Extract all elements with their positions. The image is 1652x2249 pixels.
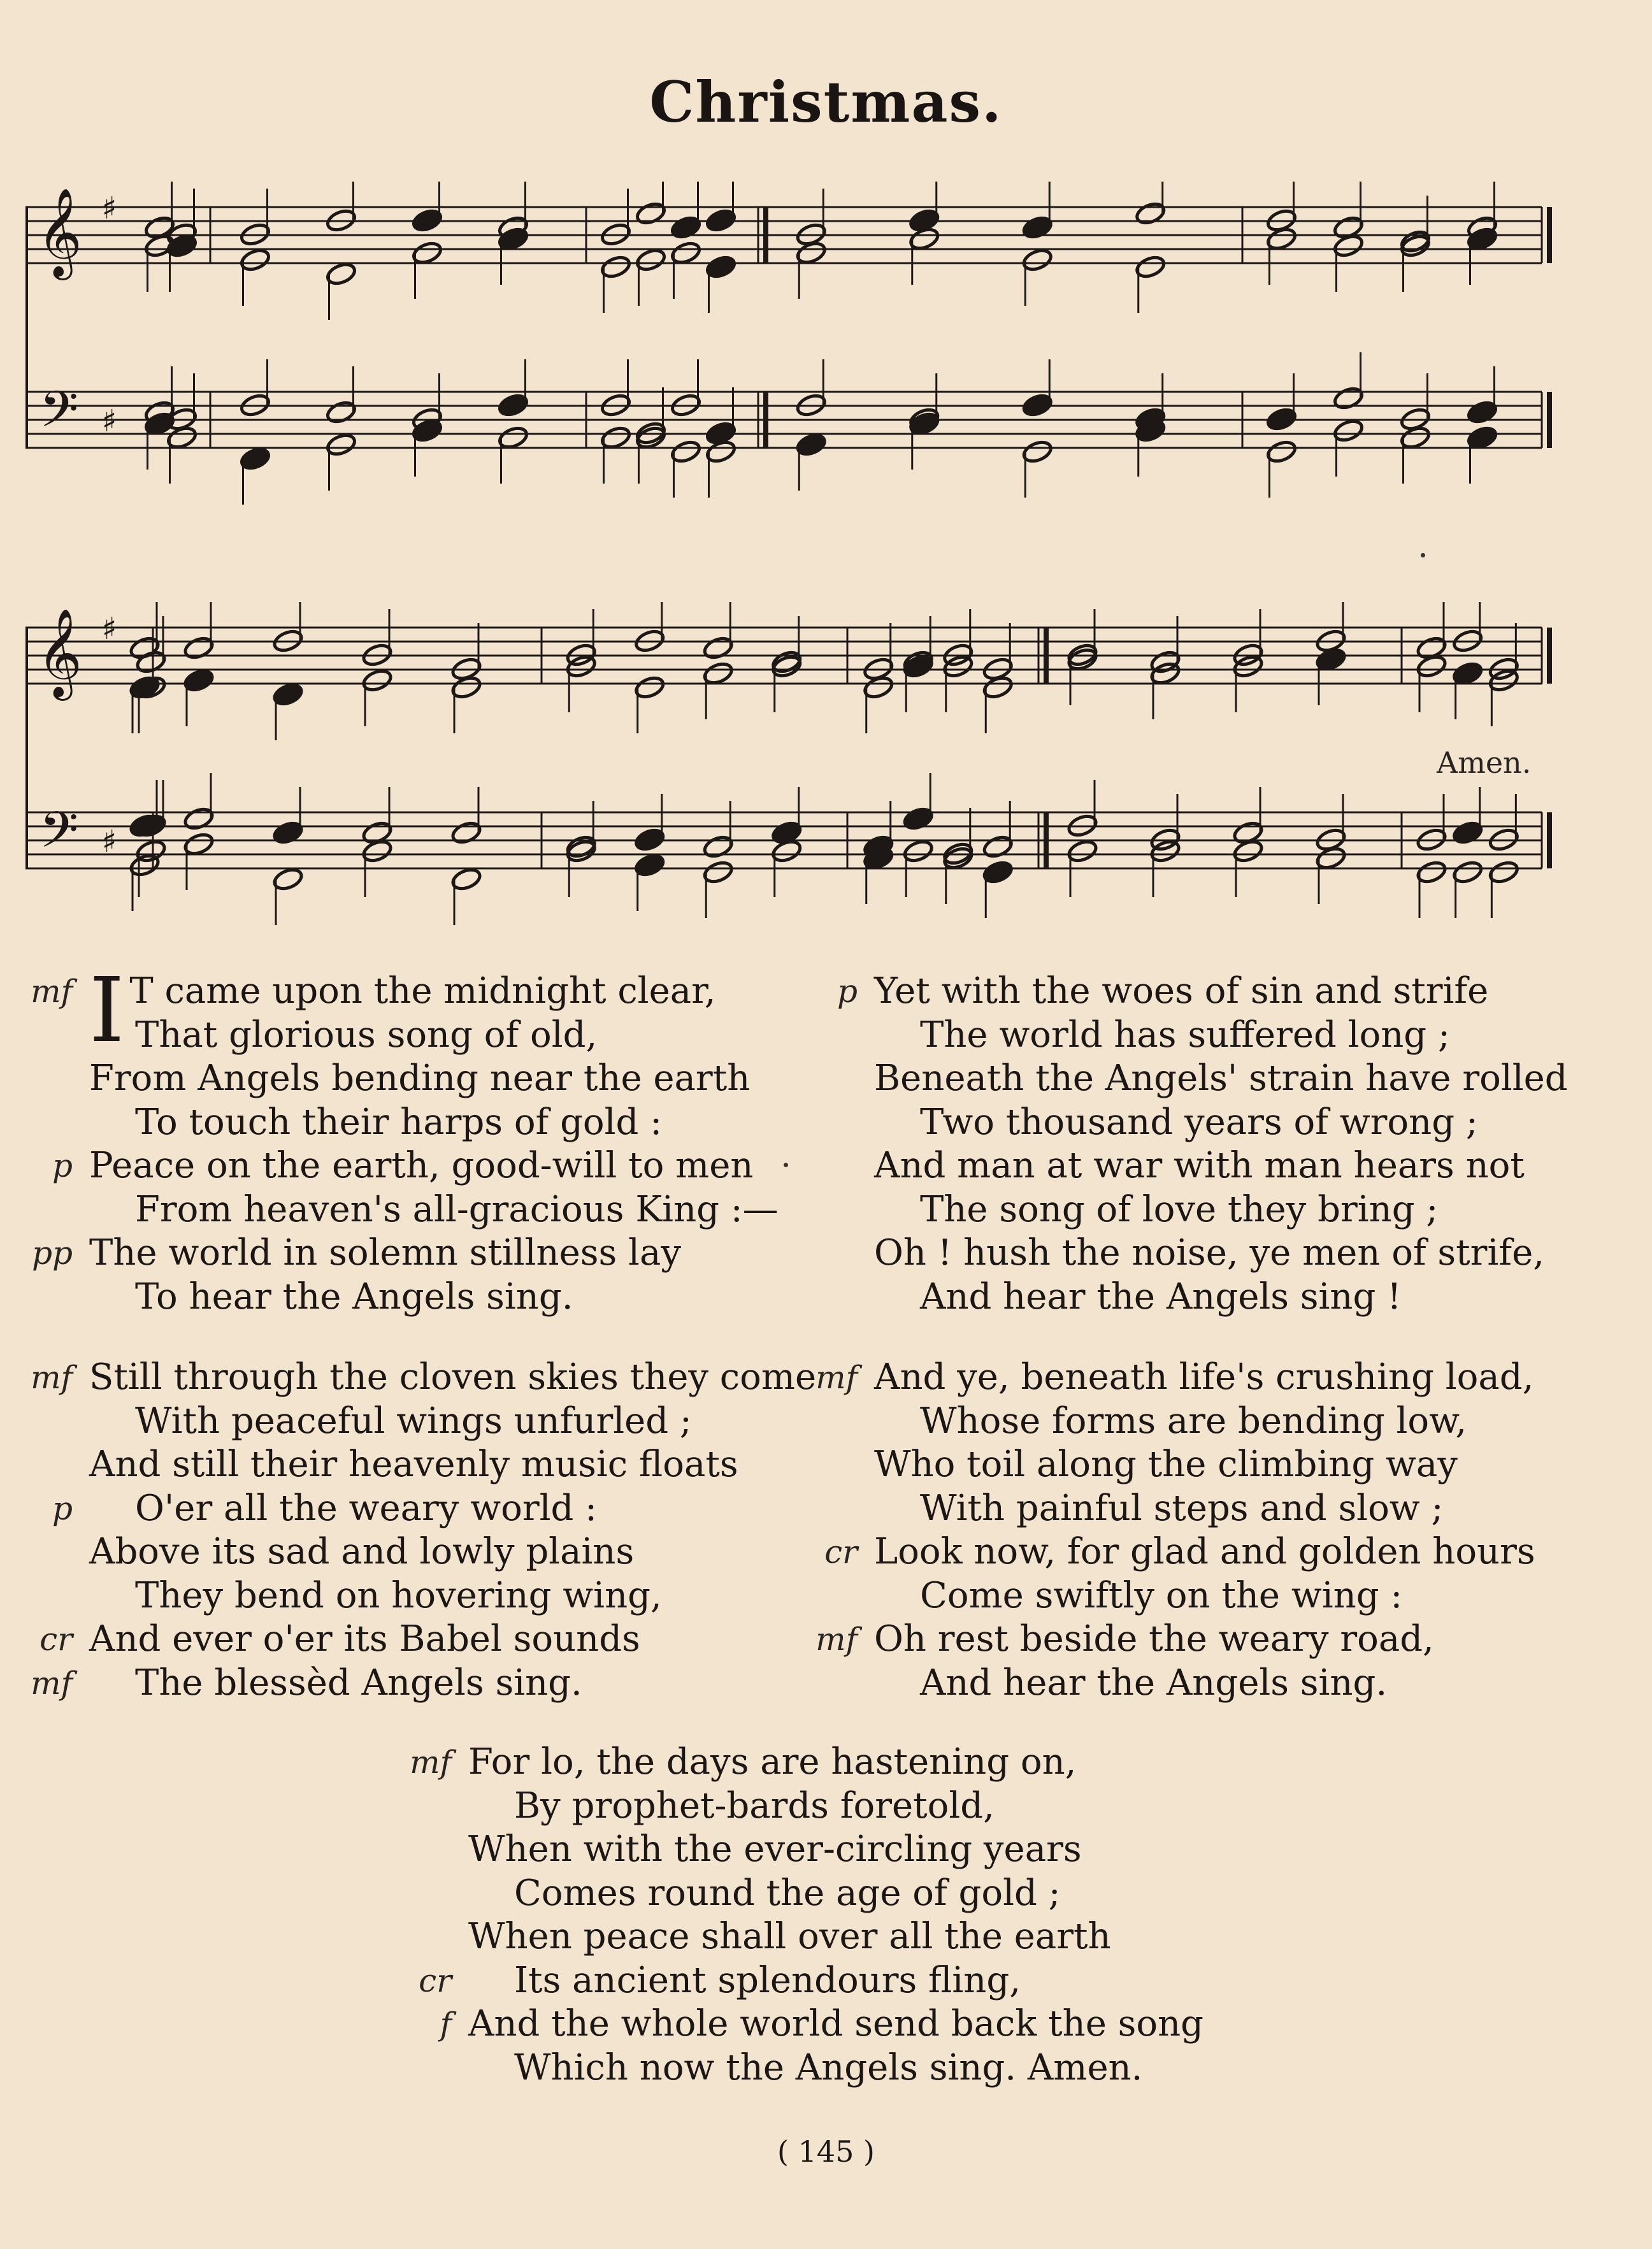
page-title: Christmas. — [649, 69, 1003, 135]
verse-line — [468, 1872, 1203, 1916]
bass-clef: 𝄢 — [40, 381, 79, 451]
verse-text: And man at war with man hears not — [874, 1145, 1525, 1186]
dynamic-marking: mf — [31, 973, 73, 1010]
verse-text: Two thousand years of wrong ; — [920, 1101, 1478, 1143]
dynamic-marking: p — [837, 973, 858, 1010]
verse-line — [40, 1618, 816, 1662]
verse-line — [874, 1101, 1568, 1145]
amen-label: Amen. — [1437, 745, 1532, 780]
bass-clef: 𝄢 — [40, 801, 79, 872]
verse-text: That glorious song of old, — [135, 1014, 598, 1056]
verse-text: And ever o'er its Babel sounds — [89, 1618, 640, 1660]
stanza-3 — [837, 970, 1568, 1319]
verse-text: They bend on hovering wing, — [135, 1574, 662, 1616]
verse-line — [89, 1275, 779, 1319]
dynamic-marking: f — [440, 2006, 452, 2043]
verse-line — [874, 1188, 1568, 1232]
verse-line — [89, 1400, 816, 1444]
verse-line — [874, 1014, 1568, 1058]
verse-text: And the whole world send back the song — [468, 2003, 1204, 2044]
stanza-1 — [31, 959, 779, 1319]
music-notation-svg — [25, 602, 1555, 933]
verse-line — [874, 1232, 1568, 1275]
verse-line — [440, 2002, 1204, 2046]
verse-text: Above its sad and lowly plains — [89, 1531, 635, 1572]
verse-text: Who toil along the climbing way — [874, 1444, 1458, 1485]
verse-line — [52, 1144, 779, 1188]
verse-line — [815, 1356, 1535, 1400]
verse-text: T came upon the midnight clear, — [129, 970, 716, 1012]
drop-cap: I — [89, 959, 125, 1063]
verse-line — [89, 1014, 779, 1058]
verse-text: Its ancient splendours fling, — [514, 1959, 1021, 2001]
verse-text: The song of love they bring ; — [920, 1188, 1439, 1230]
verse-text: Peace on the earth, good-will to men — [89, 1145, 754, 1186]
verse-line — [874, 1057, 1568, 1101]
treble-clef: 𝄞 — [37, 608, 82, 697]
verse-line — [31, 1662, 816, 1706]
verse-line — [89, 1574, 816, 1618]
verse-line — [468, 1915, 1203, 1959]
verse-line — [468, 1828, 1203, 1872]
verse-text: Which now the Angels sing. Amen. — [514, 2046, 1143, 2088]
verse-text: And hear the Angels sing. — [920, 1662, 1388, 1704]
music-system-1 — [25, 182, 1555, 513]
verse-line — [815, 1618, 1535, 1662]
sharp-sign: ♯ — [102, 824, 117, 859]
verse-line — [89, 1530, 816, 1574]
verse-line — [874, 1400, 1535, 1444]
dynamic-marking: mf — [31, 1359, 73, 1396]
verse-line — [837, 970, 1568, 1014]
sharp-sign: ♯ — [102, 611, 117, 647]
dynamic-marking: p — [52, 1490, 73, 1527]
stanza-5 — [410, 1741, 1204, 2090]
dynamic-marking: pp — [31, 1235, 73, 1272]
verse-text: And hear the Angels sing ! — [920, 1275, 1402, 1318]
verse-line — [52, 1487, 816, 1531]
verse-text: With painful steps and slow ; — [920, 1487, 1444, 1529]
verse-line — [89, 1057, 779, 1101]
dynamic-marking: mf — [410, 1744, 452, 1781]
verse-text: Oh ! hush the noise, ye men of strife, — [874, 1232, 1545, 1274]
verse-text: Still through the cloven skies they come — [89, 1356, 817, 1398]
verse-text: Comes round the age of gold ; — [514, 1872, 1061, 1914]
sharp-sign: ♯ — [102, 403, 117, 439]
dynamic-marking: mf — [815, 1359, 858, 1396]
dynamic-marking: p — [52, 1147, 73, 1184]
verse-line — [824, 1530, 1535, 1574]
verse-text: The world has suffered long ; — [920, 1014, 1450, 1056]
verse-text: For lo, the days are hastening on, — [468, 1741, 1077, 1783]
music-notation-svg — [25, 182, 1555, 513]
verse-text: O'er all the weary world : — [135, 1487, 598, 1529]
verse-line — [410, 1741, 1203, 1785]
verse-text: Whose forms are bending low, — [920, 1400, 1467, 1442]
sharp-sign: ♯ — [102, 190, 117, 226]
verse-line — [31, 1232, 779, 1275]
verse-text: And ye, beneath life's crushing load, — [874, 1356, 1534, 1398]
verse-line — [468, 1785, 1203, 1829]
dynamic-marking: cr — [40, 1621, 73, 1658]
verse-line — [874, 1275, 1568, 1319]
verse-line — [468, 2046, 1203, 2090]
verse-text: And still their heavenly music floats — [89, 1444, 738, 1485]
verse-line — [419, 1959, 1203, 2003]
verse-line — [89, 1443, 816, 1487]
verse-text: The world in solemn stillness lay — [89, 1232, 681, 1274]
verse-text: To hear the Angels sing. — [135, 1275, 573, 1318]
verse-line — [89, 1101, 779, 1145]
verse-text: Beneath the Angels' strain have rolled — [874, 1058, 1568, 1099]
verse-text: The blessèd Angels sing. — [135, 1662, 582, 1704]
verse-text: Yet with the woes of sin and strife — [874, 970, 1489, 1012]
treble-clef: 𝄞 — [37, 188, 82, 277]
verse-text: From heaven's all-gracious King :— — [135, 1188, 779, 1230]
dynamic-marking: mf — [31, 1664, 73, 1702]
verse-line — [874, 1443, 1535, 1487]
stanza-2 — [31, 1356, 817, 1705]
dynamic-marking: mf — [815, 1621, 858, 1658]
ink-speck — [784, 1163, 788, 1167]
verse-line — [874, 1662, 1535, 1706]
verse-line — [89, 1188, 779, 1232]
verse-text: Look now, for glad and golden hours — [874, 1531, 1535, 1572]
music-system-2 — [25, 602, 1555, 933]
dynamic-marking: cr — [824, 1534, 858, 1570]
verse-line — [874, 1144, 1568, 1188]
verse-line — [874, 1487, 1535, 1531]
verse-text: From Angels bending near the earth — [89, 1058, 751, 1099]
verse-line — [31, 1356, 817, 1400]
verse-text: When peace shall over all the earth — [468, 1916, 1111, 1957]
verse-text: With peaceful wings unfurled ; — [135, 1400, 692, 1442]
verse-text: To touch their harps of gold : — [135, 1101, 663, 1143]
page-number: ( 145 ) — [777, 2134, 875, 2169]
verse-text: Come swiftly on the wing : — [920, 1574, 1403, 1616]
stanza-4 — [815, 1356, 1535, 1705]
dynamic-marking: cr — [419, 1962, 452, 1999]
verse-line — [874, 1574, 1535, 1618]
verse-text: Oh rest beside the weary road, — [874, 1618, 1434, 1660]
ink-speck — [1421, 553, 1425, 557]
verse-text: By prophet-bards foretold, — [514, 1785, 995, 1827]
verse-text: When with the ever-circling years — [468, 1829, 1082, 1870]
